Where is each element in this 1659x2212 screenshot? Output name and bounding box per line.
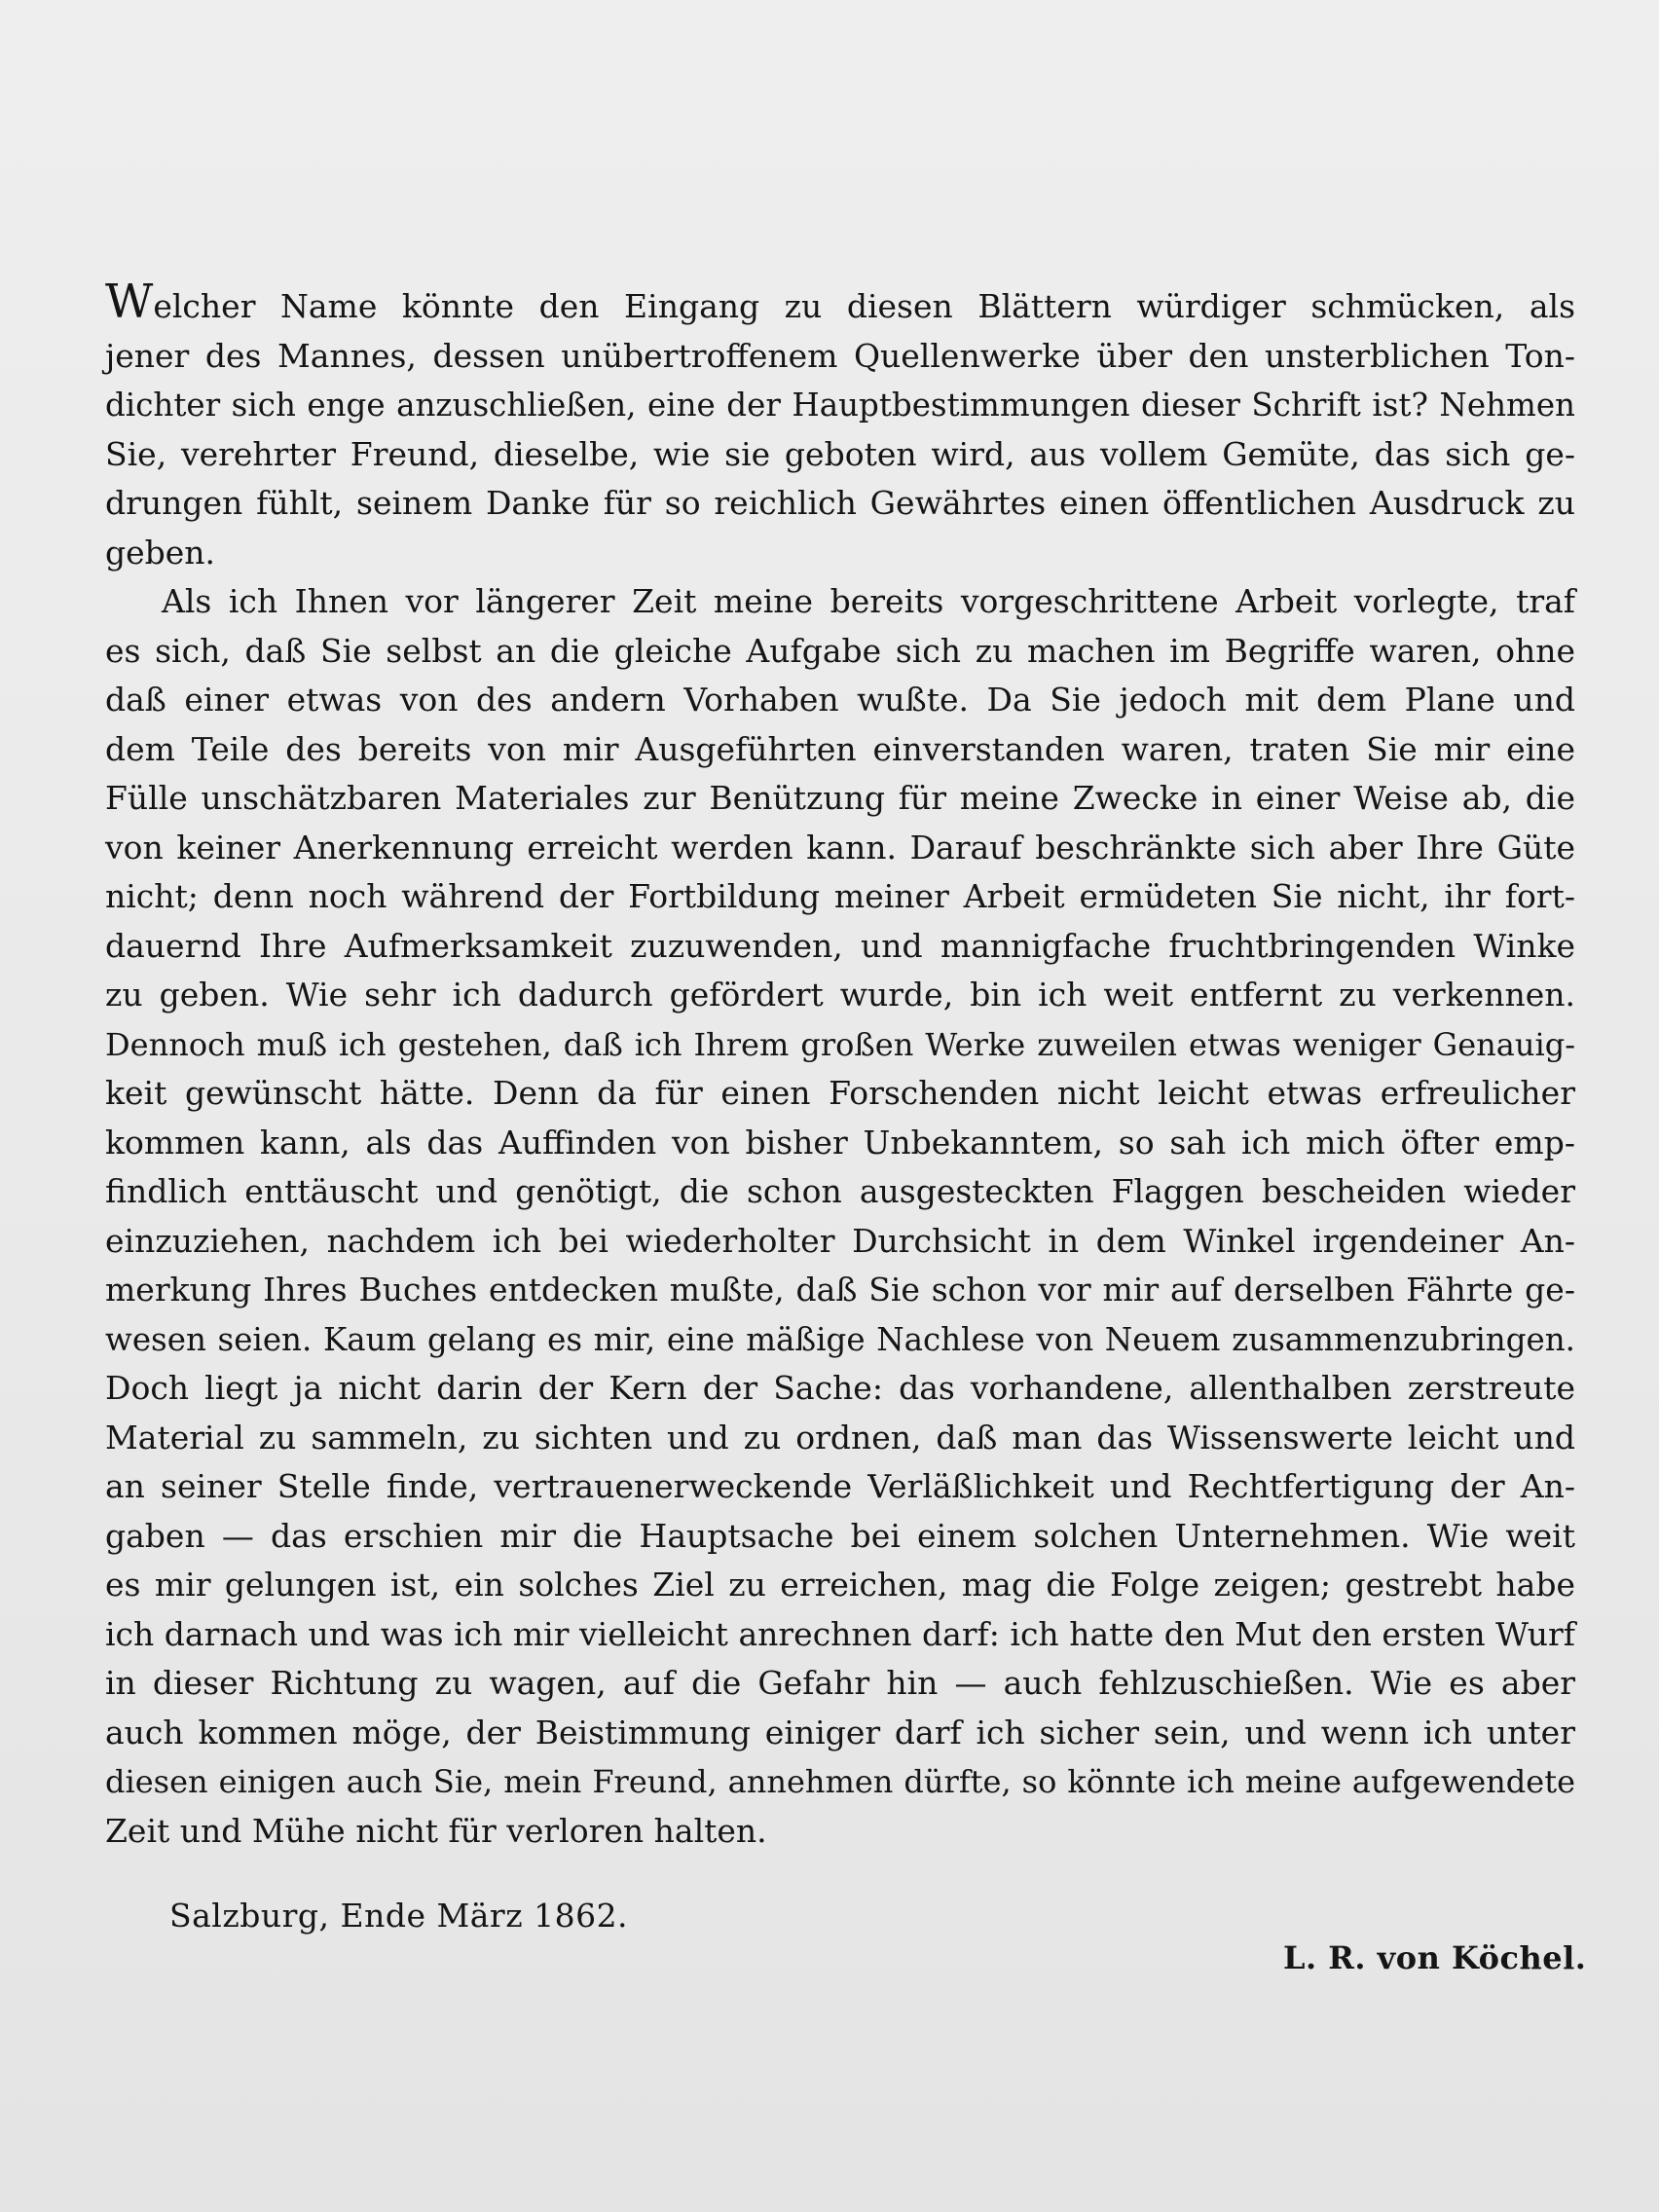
text-line: ich darnach und was ich mir vielleicht anrechnen darf: ich hatte den Mut den ersten Wurf <box>105 1614 1575 1653</box>
text-line-content: elcher Name könnte den Eingang zu diesen Blättern würdiger schmücken, als <box>153 287 1575 325</box>
text-line: kommen kann, als das Auffinden von bisher Unbekanntem, so sah ich mich öfter emp- <box>105 1123 1575 1161</box>
text-line: drungen fühlt, seinem Danke für so reichlich Gewährtes einen öffentlichen Ausdruck zu <box>105 484 1575 522</box>
text-line: in dieser Richtung zu wagen, auf die Gefahr hin — auch fehlzuschießen. Wie es aber <box>105 1664 1575 1702</box>
text-line: es mir gelungen ist, ein solches Ziel zu erreichen, mag die Folge zeigen; gestrebt habe <box>105 1566 1575 1604</box>
text-line: von keiner Anerkennung erreicht werden kann. Darauf beschränkte sich aber Ihre Güte <box>105 828 1575 866</box>
text-line: findlich enttäuscht und genötigt, die schon ausgesteckten Flaggen bescheiden wieder <box>105 1172 1575 1210</box>
text-line: dichter sich enge anzuschließen, eine der Hauptbestimmungen dieser Schrift ist? Nehmen <box>105 387 1575 424</box>
text-line <box>105 275 1575 332</box>
text-line: Fülle unschätzbaren Materiales zur Benützung für meine Zwecke in einer Weise ab, die <box>105 779 1575 817</box>
text-line: gaben — das erschien mir die Hauptsache bei einem solchen Unternehmen. Wie weit <box>105 1516 1575 1555</box>
text-line: an seiner Stelle finde, vertrauenerweckende Verläßlichkeit und Rechtfertigung der An- <box>105 1467 1575 1505</box>
text-line: jener des Mannes, dessen unübertroffenem Quellenwerke über den unsterblichen Ton- <box>105 336 1575 375</box>
drop-cap-initial: W <box>105 275 154 329</box>
dedication-text <box>105 275 1575 1856</box>
text-line: Als ich Ihnen vor längerer Zeit meine bereits vorgeschrittene Arbeit vorlegte, traf <box>162 582 1575 620</box>
text-line: Zeit und Mühe nicht für verloren halten. <box>105 1811 767 1850</box>
paragraph-1 <box>105 275 1575 577</box>
text-line: Dennoch muß ich gestehen, daß ich Ihrem großen Werke zuweilen etwas weniger Genauig- <box>105 1025 1575 1063</box>
text-line: dem Teile des bereits von mir Ausgeführten einverstanden waren, traten Sie mir eine <box>105 729 1575 768</box>
paragraph-2 <box>105 577 1575 1856</box>
text-line: merkung Ihres Buches entdecken mußte, daß Sie schon vor mir auf derselben Fährte ge- <box>105 1271 1575 1309</box>
text-line: daß einer etwas von des andern Vorhaben wußte. Da Sie jedoch mit dem Plane und <box>105 681 1575 719</box>
text-line: geben. <box>105 533 216 571</box>
text-line: wesen seien. Kaum gelang es mir, eine mäßige Nachlese von Neuem zusammenzubringen. <box>105 1320 1575 1358</box>
text-line: einzuziehen, nachdem ich bei wiederholter Durchsicht in dem Winkel irgendeiner An- <box>105 1221 1575 1260</box>
text-line: diesen einigen auch Sie, mein Freund, annehmen dürfte, so könnte ich meine aufgewendete <box>105 1763 1575 1800</box>
text-line: keit gewünscht hätte. Denn da für einen Forschenden nicht leicht etwas erfreulicher <box>105 1074 1575 1112</box>
text-line: zu geben. Wie sehr ich dadurch gefördert wurde, bin ich weit entfernt zu verkennen. <box>105 976 1575 1014</box>
text-line: Sie, verehrter Freund, dieselbe, wie sie geboten wird, aus vollem Gemüte, das sich ge- <box>105 434 1575 473</box>
place-and-date: Salzburg, Ende März 1862. <box>169 1897 629 1935</box>
text-line: nicht; denn noch während der Fortbildung meiner Arbeit ermüdeten Sie nicht, ihr fort- <box>105 877 1575 915</box>
author-signature: L. R. von Köchel. <box>1283 1939 1587 1976</box>
text-line: dauernd Ihre Aufmerksamkeit zuzuwenden, und mannigfache fruchtbringenden Winke <box>105 926 1575 965</box>
text-line: Material zu sammeln, zu sichten und zu ordnen, daß man das Wissenswerte leicht und <box>105 1418 1575 1456</box>
text-line: auch kommen möge, der Beistimmung einiger darf ich sicher sein, und wenn ich unter <box>105 1713 1575 1751</box>
text-line: es sich, daß Sie selbst an die gleiche Aufgabe sich zu machen im Begriffe waren, ohne <box>105 631 1575 670</box>
text-line: Doch liegt ja nicht darin der Kern der Sache: das vorhandene, allenthalben zerstreute <box>105 1369 1575 1407</box>
